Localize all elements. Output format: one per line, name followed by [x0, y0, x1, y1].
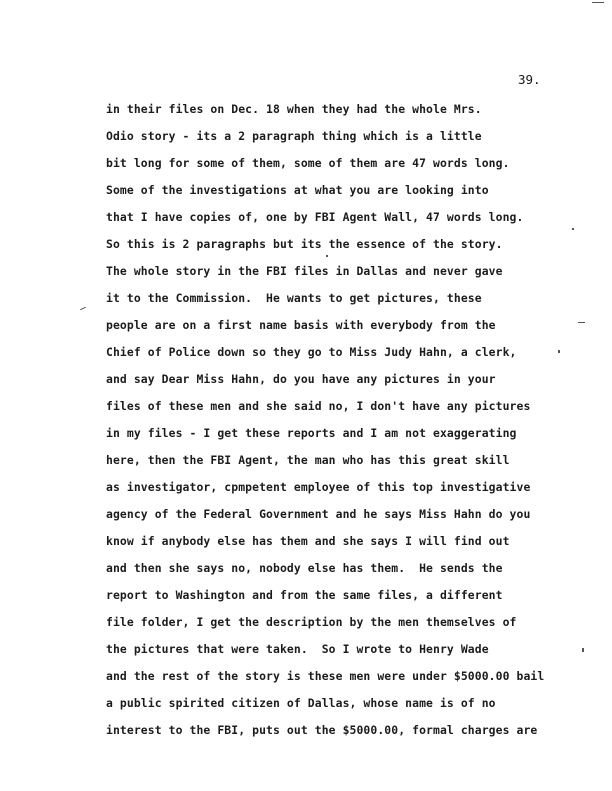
text-line: and then she says no, nobody else has them. He sends the — [106, 561, 503, 575]
scan-speck — [558, 350, 560, 353]
text-line: Odio story - its a 2 paragraph thing which is a little — [106, 129, 482, 143]
text-line: in their files on Dec. 18 when they had the whole Mrs. — [106, 102, 482, 116]
scan-speck — [80, 307, 86, 310]
text-line: know if anybody else has them and she says I will find out — [106, 534, 510, 548]
text-line: people are on a first name basis with everybody from the — [106, 318, 496, 332]
text-line: bit long for some of them, some of them are 47 words long. — [106, 156, 510, 170]
text-line: and say Dear Miss Hahn, do you have any pictures in your — [106, 372, 496, 386]
text-line: and the rest of the story is these men were under $5000.00 bail — [106, 669, 545, 683]
text-line: a public spirited citizen of Dallas, whose name is of no — [106, 696, 496, 710]
text-line: that I have copies of, one by FBI Agent Wall, 47 words long. — [106, 210, 524, 224]
text-line: it to the Commission. He wants to get pictures, these — [106, 291, 482, 305]
body-text — [106, 96, 606, 744]
text-line: interest to the FBI, puts out the $5000.00, formal charges are — [106, 723, 538, 737]
text-line: So this is 2 paragraphs but its the essence of the story. — [106, 237, 503, 251]
page-number: 39. — [518, 72, 541, 87]
text-line: as investigator, cpmpetent employee of this top investigative — [106, 480, 531, 494]
text-line: here, then the FBI Agent, the man who has this great skill — [106, 453, 510, 467]
text-line: agency of the Federal Government and he says Miss Hahn do you — [106, 507, 531, 521]
text-line: report to Washington and from the same files, a different — [106, 588, 503, 602]
scan-speck — [582, 648, 584, 652]
scan-speck — [326, 255, 328, 257]
text-line: The whole story in the FBI files in Dallas and never gave — [106, 264, 503, 278]
text-line: file folder, I get the description by the men themselves of — [106, 615, 517, 629]
scan-speck — [572, 228, 574, 230]
text-line: in my files - I get these reports and I am not exaggerating — [106, 426, 517, 440]
text-line: Some of the investigations at what you are looking into — [106, 183, 489, 197]
scan-speck — [578, 322, 585, 323]
text-line: Chief of Police down so they go to Miss Judy Hahn, a clerk, — [106, 345, 517, 359]
scan-speck — [592, 2, 604, 3]
text-line: files of these men and she said no, I don't have any pictures — [106, 399, 531, 413]
text-line: the pictures that were taken. So I wrote to Henry Wade — [106, 642, 489, 656]
